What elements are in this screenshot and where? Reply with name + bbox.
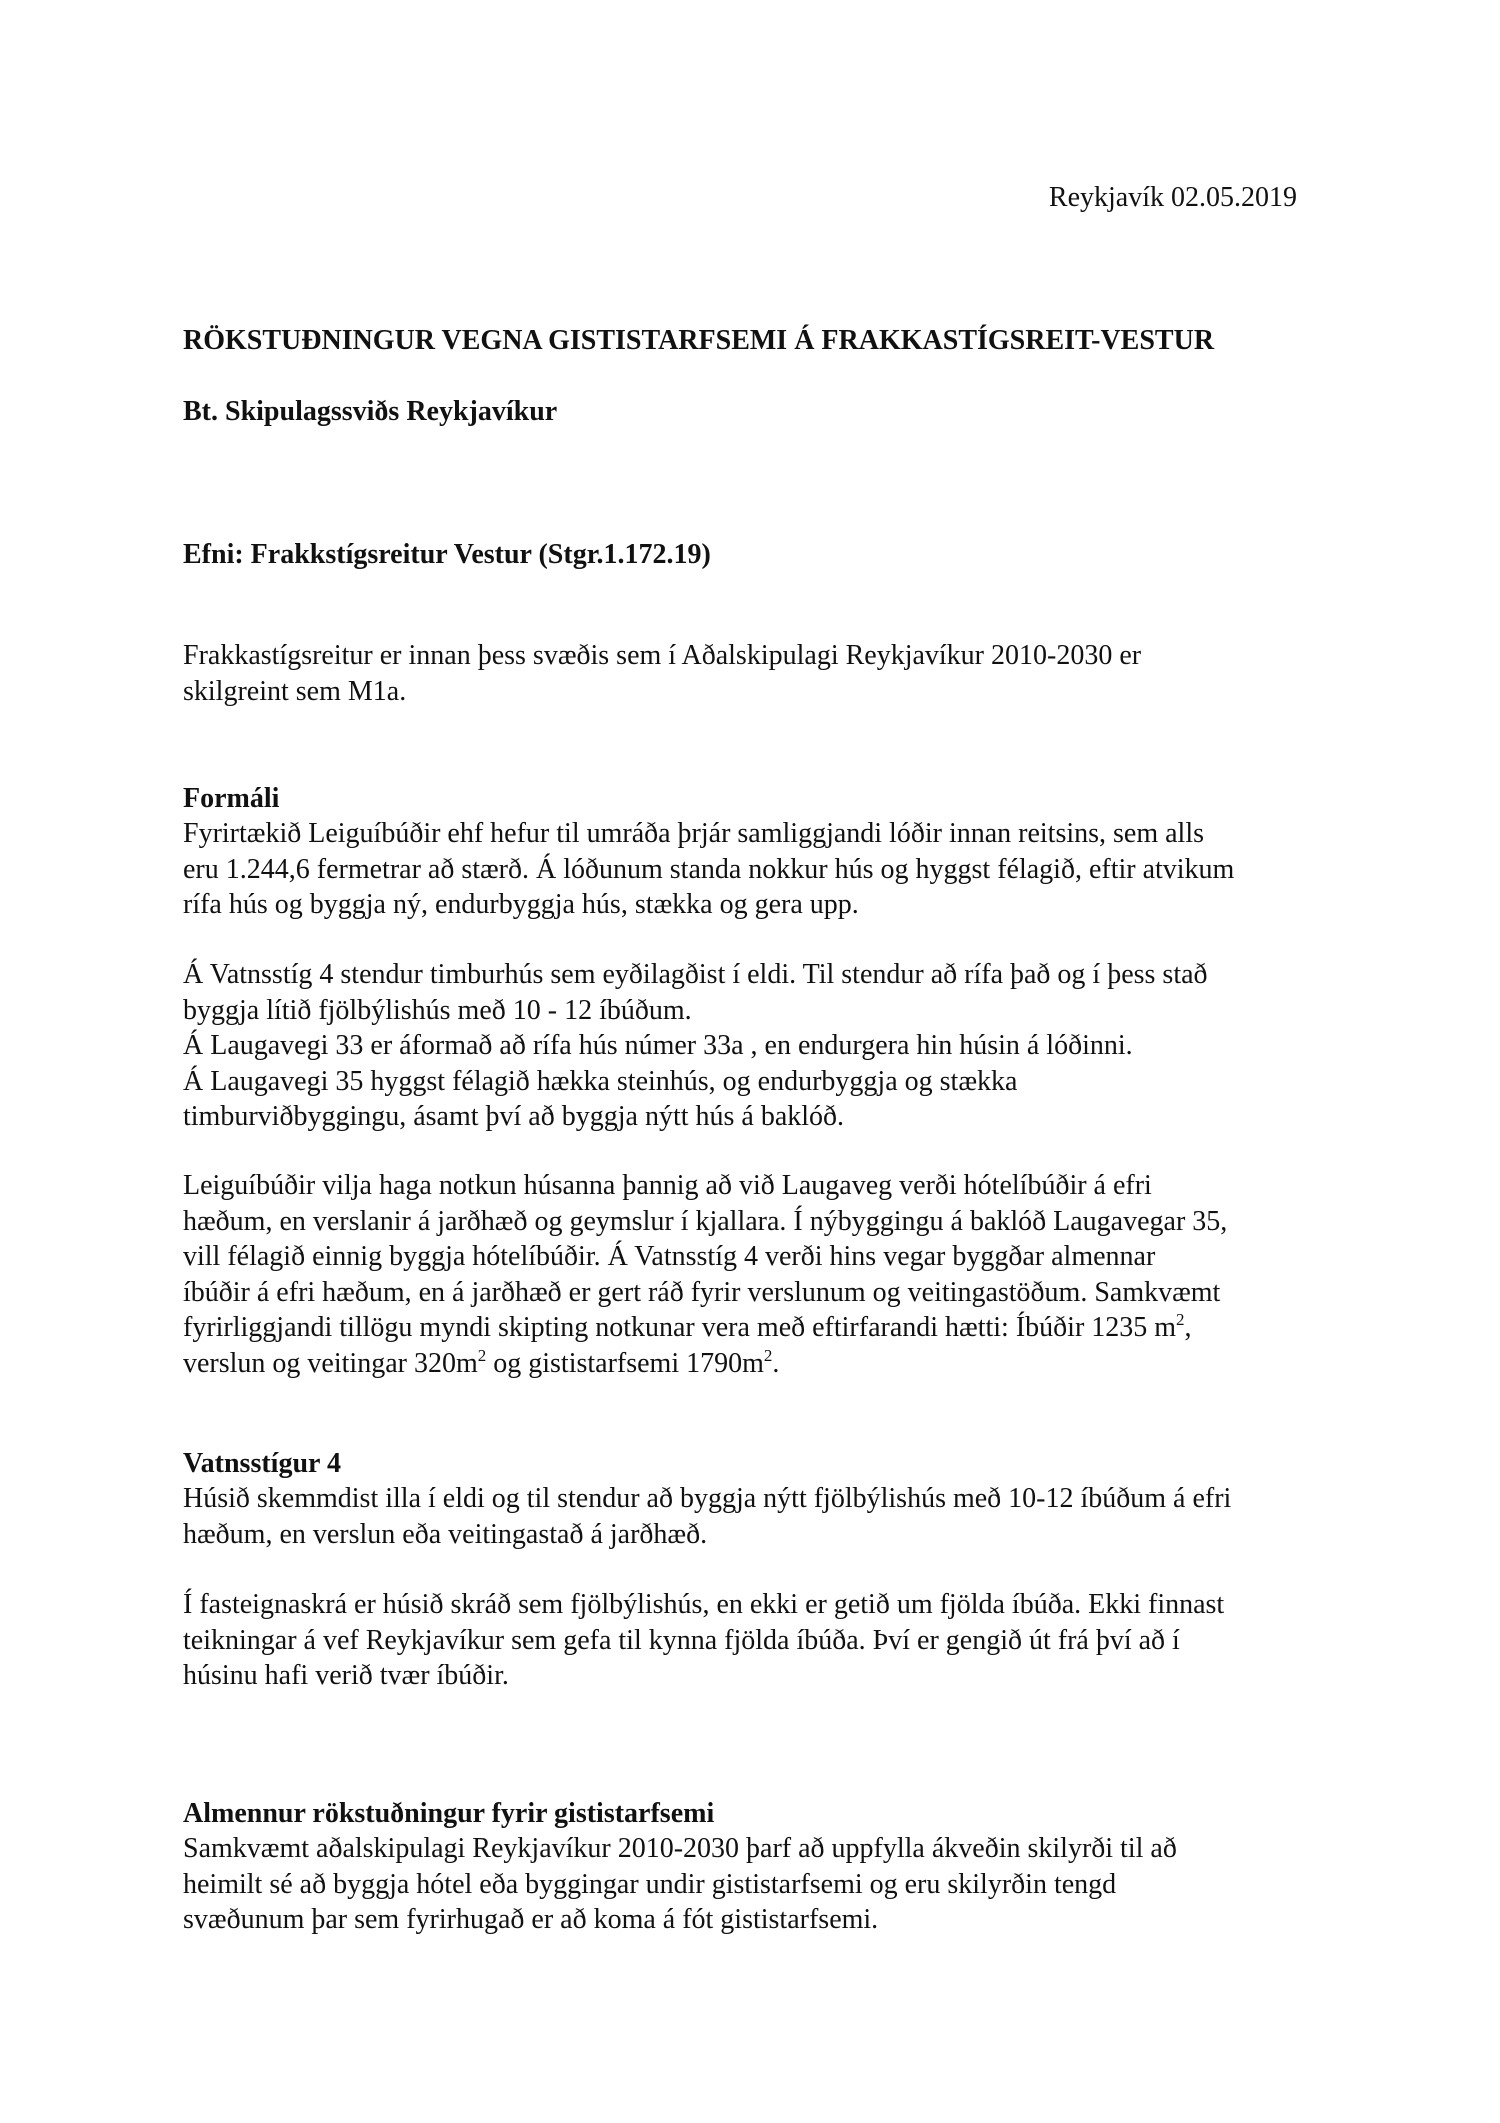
text-line: timburviðbyggingu, ásamt því að byggja nýtt hús á baklóð. — [183, 1101, 845, 1132]
text-segment: . — [772, 1347, 780, 1379]
text-line: rífa hús og byggja ný, endurbyggja hús, stækka og gera upp. — [183, 889, 859, 920]
section-heading-vatnsstigur: Vatnsstígur 4 — [183, 1448, 341, 1479]
text-line: Húsið skemmdist illa í eldi og til stendur að byggja nýtt fjölbýlishús með 10-12 íbúðum á efri — [183, 1483, 1232, 1514]
formali-paragraph-3 — [183, 1168, 1333, 1381]
text-line: vill félagið einnig byggja hótelíbúðir. Á Vatnsstíg 4 verði hins vegar byggðar almennar — [183, 1241, 1156, 1272]
text-segment: og gististarfsemi 1790m — [486, 1347, 764, 1379]
text-line: Fyrirtækið Leiguíbúðir ehf hefur til umráða þrjár samliggjandi lóðir innan reitsins, sem alls — [183, 818, 1205, 849]
text-line: húsinu hafi verið tvær íbúðir. — [183, 1660, 509, 1691]
text-segment: verslun og veitingar 320m — [183, 1347, 478, 1379]
section-heading-formali: Formáli — [183, 783, 280, 814]
almennur-paragraph-1 — [183, 1831, 1333, 1938]
text-line — [183, 1310, 1333, 1346]
vatnsstigur-paragraph-1 — [183, 1481, 1333, 1552]
vatnsstigur-paragraph-2 — [183, 1587, 1333, 1694]
text-segment: , — [1184, 1312, 1192, 1343]
text-line: eru 1.244,6 fermetrar að stærð. Á lóðunum standa nokkur hús og hyggst félagið, eftir atvikum — [183, 853, 1235, 885]
formali-paragraph-2 — [183, 957, 1333, 1135]
text-line: skilgreint sem M1a. — [183, 675, 407, 707]
text-line: Á Vatnsstíg 4 stendur timburhús sem eyðilagðist í eldi. Til stendur að rífa það og í þess stað — [183, 959, 1208, 990]
text-line: svæðunum þar sem fyrirhugað er að koma á fót gististarfsemi. — [183, 1904, 879, 1935]
text-line: Leiguíbúðir vilja haga notkun húsanna þannig að við Laugaveg verði hótelíbúðir á efri — [183, 1170, 1152, 1201]
document-title: RÖKSTUÐNINGUR VEGNA GISTISTARFSEMI Á FRAKKASTÍGSREIT-VESTUR — [183, 325, 1215, 356]
formali-paragraph-1 — [183, 816, 1333, 923]
text-line: Á Laugavegi 33 er áformað að rífa hús númer 33a , en endurgera hin húsin á lóðinni. — [183, 1030, 1133, 1061]
text-line: heimilt sé að byggja hótel eða byggingar undir gististarfsemi og eru skilyrðin tengd — [183, 1868, 1117, 1900]
text-line: Frakkastígsreitur er innan þess svæðis sem í Aðalskipulagi Reykjavíkur 2010-2030 er — [183, 640, 1142, 671]
text-line: íbúðir á efri hæðum, en á jarðhæð er gert ráð fyrir verslunum og veitingastöðum. Samkvæmt — [183, 1276, 1221, 1308]
text-segment: fyrirliggjandi tillögu myndi skipting notkunar vera með eftirfarandi hætti: Íbúðir 1235 m — [183, 1312, 1177, 1343]
text-line: teikningar á vef Reykjavíkur sem gefa til kynna fjölda íbúða. Því er gengið út frá því að í — [183, 1624, 1180, 1656]
superscript: 2 — [1176, 1310, 1185, 1329]
text-line — [183, 1346, 1333, 1382]
text-line: Á Laugavegi 35 hyggst félagið hækka steinhús, og endurbyggja og stækka — [183, 1065, 1018, 1097]
text-line: hæðum, en verslanir á jarðhæð og geymslur í kjallara. Í nýbyggingu á baklóð Laugavegar 35, — [183, 1205, 1228, 1237]
superscript: 2 — [763, 1345, 773, 1365]
recipient-line: Bt. Skipulagssviðs Reykjavíkur — [183, 396, 558, 427]
date-line: Reykjavík 02.05.2019 — [1048, 182, 1297, 213]
superscript: 2 — [477, 1345, 487, 1365]
section-heading-almennur: Almennur rökstuðningur fyrir gististarfsemi — [183, 1798, 715, 1829]
subject-line: Efni: Frakkstígsreitur Vestur (Stgr.1.172.19) — [183, 539, 711, 570]
text-line: Í fasteignaskrá er húsið skráð sem fjölbýlishús, en ekki er getið um fjölda íbúða. Ekki finnast — [183, 1589, 1225, 1620]
text-line: hæðum, en verslun eða veitingastað á jarðhæð. — [183, 1518, 708, 1550]
text-line: byggja lítið fjölbýlishús með 10 - 12 íbúðum. — [183, 994, 692, 1026]
intro-paragraph — [183, 638, 1333, 709]
text-line: Samkvæmt aðalskipulagi Reykjavíkur 2010-2030 þarf að uppfylla ákveðin skilyrði til að — [183, 1833, 1177, 1864]
